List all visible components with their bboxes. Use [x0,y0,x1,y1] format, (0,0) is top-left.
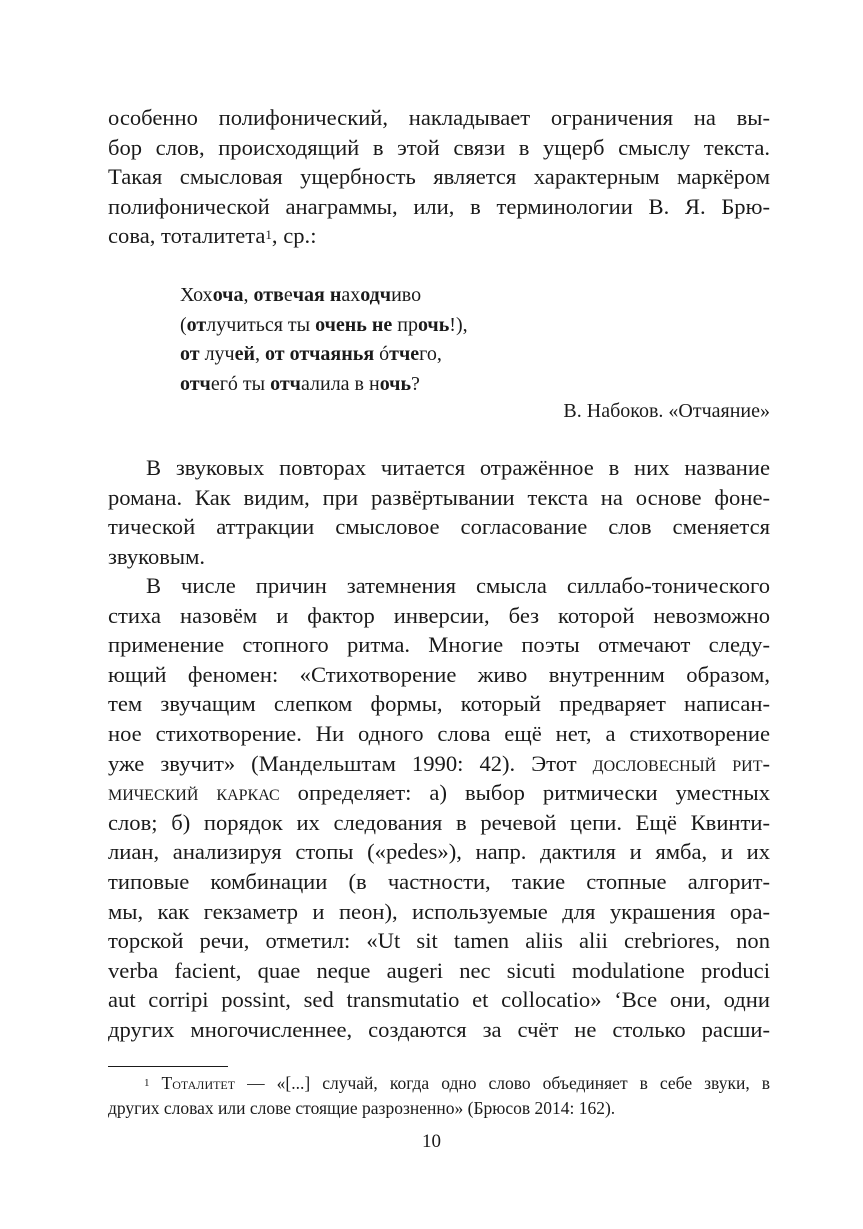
text-line: тической аттракции смысловое согласование слов сменяется [108,514,770,540]
paragraph-3 [108,571,770,1045]
paragraph-1 [108,103,770,251]
bold-segment: отч [270,372,301,395]
footnote-line-1 [108,1071,770,1096]
text-segment: , [255,343,266,365]
text-segment: иво [391,284,422,306]
text-line: слов; б) порядок их следования в речевой цепи. Ещё Квинти- [108,809,770,835]
text-segment: го, [419,343,442,365]
text-line: торской речи, отметил: «Ut sit tamen aliis alii crebriores, non [108,928,770,954]
text-line: verba facient, quae neque augeri nec sicuti modulatione produci [108,957,770,983]
small-caps-term: мический каркас [108,780,280,806]
text-segment: , [243,284,254,306]
bold-segment: отч [180,372,211,395]
text-line: aut corripi possint, sed transmutatio et collocatio» ‘Все они, одни [108,987,770,1013]
text-line: мы, как гекзаметр и пеон), используемые для украшения ора- [108,898,770,924]
bold-segment: от [180,343,200,365]
text-line: бор слов, происходящий в этой связи в ущерб смыслу текста. [108,134,770,160]
text-line: ющий феномен: «Стихотворение живо внутренним образом, [108,661,770,687]
poem-quote [180,281,468,399]
footnote-text-1: — «[...] случай, когда одно слово объединяет в себе звуки, в [235,1073,771,1093]
footnote-separator [108,1066,228,1067]
text-segment: луч [199,343,235,365]
text-line: уже звучит» (Мандельштам 1990: 42). Этот дословесный рит- [108,750,770,776]
bold-segment: оча [212,284,244,306]
page-number: 10 [422,1131,441,1152]
paragraph-2 [108,453,770,571]
text-line: лиан, анализируя стопы («pedes»), напр. дактиля и ямба, и их [108,839,770,865]
poem-line [180,370,468,400]
text-segment: е [283,284,293,306]
text-line: других многочисленнее, создаются за счёт не столько расши- [108,1016,770,1042]
bold-segment: очь [379,372,412,395]
poem-line [180,340,468,370]
text-line: стиха назовём и фактор инверсии, без которой невозможно [108,602,770,628]
bold-segment: одч [360,284,392,306]
text-line: звуковым. [108,543,206,569]
bold-segment: н [329,284,342,306]
footnote-marker: 1 [144,1077,150,1089]
poem-attribution: В. Набоков. «Отчаяние» [563,400,770,422]
footnote-line-2: других словах или слове стоящие разрозненно» (Брюсов 2014: 162). [108,1098,616,1118]
bold-segment: отв [253,284,284,306]
bold-segment: очь [417,313,450,336]
poem-line [180,311,468,341]
text-line: Такая смысловая ущербность является характерным маркёром [108,164,770,190]
bold-segment: чая [292,284,325,306]
text-segment: лучиться ты [206,313,316,336]
bold-segment: очень не [315,313,393,336]
footnote [108,1071,770,1121]
bold-segment: от отчаянья [265,343,380,365]
text-segment: !), [449,313,468,336]
text-segment: Хох [180,284,213,306]
poem-line [180,281,468,311]
text-segment: ? [411,372,420,395]
text-segment: , ср.: [271,223,317,249]
footnote-ref: 1 [265,227,272,243]
small-caps-term: дословесный рит- [592,750,770,776]
text-line [108,221,770,251]
text-line: романа. Как видим, при развёртывании текста на основе фоне- [108,484,770,510]
text-segment: алила в н [300,372,380,395]
text-line: ное стихотворение. Ни одного слова ещё нет, а стихотворение [108,720,770,746]
text-line: особенно полифонический, накладывает ограничения на вы- [108,105,770,130]
text-segment: ( [180,313,187,336]
text-line: В звуковых повторах читается отражённое в них название [146,455,770,480]
text-segment: ó [379,343,390,365]
text-line: В числе причин затемнения смысла силлабо-тонического [146,573,770,598]
bold-segment: от [186,313,207,336]
text-segment: сова, тоталитета [108,223,266,249]
bold-segment: ей [234,343,256,365]
text-line: тем звучащим слепком формы, который предваряет написан- [108,691,770,717]
text-line: применение стопного ритма. Многие поэты отмечают следу- [108,632,770,658]
text-segment: пр [392,313,418,336]
text-line: полифонической анаграммы, или, в терминологии В. Я. Брю- [108,193,770,219]
text-line: мический каркас определяет: а) выбор ритмически уместных [108,780,770,806]
text-segment: егó ты [210,372,271,395]
text-line: типовые комбинации (в частности, такие стопные алгорит- [108,868,770,894]
bold-segment: тче [389,343,420,365]
footnote-term: Тоталитет [161,1073,236,1093]
text-segment: ах [341,284,361,306]
